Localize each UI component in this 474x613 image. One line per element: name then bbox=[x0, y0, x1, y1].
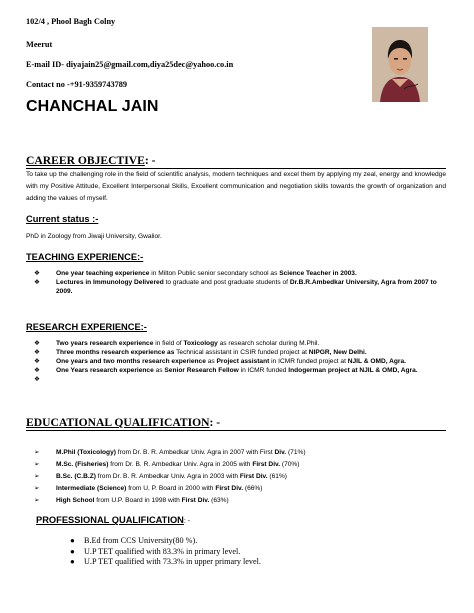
career-objective-title: CAREER OBJECTIVE bbox=[26, 154, 145, 167]
research-experience-list bbox=[28, 339, 446, 384]
list-item: ➢ M.Sc. (Fisheries) from Dr. B. R. Ambedkar Univ. Agra in 2005 with First Div. (70%) bbox=[28, 459, 446, 471]
list-item: ➢ M.Phil (Toxicology) from Dr. B. R. Ambedkar Univ. Agra in 2007 with First Div. (71%) bbox=[28, 447, 446, 459]
professional-title: PROFESSIONAL QUALIFICATION bbox=[36, 515, 184, 525]
list-item: ❖ Three months research experience as Technical assistant in CSIR funded project at NIPGR, New Delhi. bbox=[34, 349, 367, 356]
diamond-arrow-bullet-icon: ❖ bbox=[34, 376, 40, 383]
professional-qualification-list bbox=[28, 536, 446, 568]
professional-title-suffix: : - bbox=[183, 518, 191, 525]
list-item: ❖ Two years research experience in field of Toxicology as research scholar during M.Phil. bbox=[34, 340, 320, 347]
list-item: ❖ One year teaching experience in Milton Public senior secondary school as Science Teacher in 2003. bbox=[34, 270, 357, 277]
list-item: ➢ High School from U.P. Board in 1998 with First Div. (63%) bbox=[28, 495, 446, 507]
current-status-text: PhD in Zoology from Jiwaji University, Gwalior. bbox=[26, 233, 162, 240]
list-item: ● U.P TET qualified with 73.3% in upper primary level. bbox=[70, 557, 261, 566]
list-item: ➢ Intermediate (Science) from U. P. Board in 2000 with First Div. (66%) bbox=[28, 483, 446, 495]
diamond-arrow-bullet-icon: ❖ bbox=[34, 367, 40, 374]
diamond-arrow-bullet-icon: ❖ bbox=[34, 340, 40, 347]
profile-photo bbox=[372, 27, 428, 102]
email-line: E-mail ID- diyajain25@gmail.com,diya25dec@yahoo.co.in bbox=[26, 60, 234, 69]
teaching-experience-list bbox=[28, 269, 446, 296]
section-divider bbox=[26, 430, 446, 431]
list-item: ❖ One Years research experience as Senior Research Fellow in ICMR funded Indogerman project at NJIL & OMD, Agra. bbox=[34, 367, 418, 374]
portrait-image bbox=[372, 27, 428, 102]
contact-line: Contact no -+91-9359743789 bbox=[26, 80, 128, 89]
education-title-suffix: : - bbox=[209, 416, 221, 429]
round-bullet-icon: ● bbox=[70, 546, 75, 556]
educational-qualification-heading bbox=[26, 416, 220, 429]
education-list bbox=[28, 447, 446, 507]
round-bullet-icon: ● bbox=[70, 536, 75, 545]
triangle-bullet-icon: ➢ bbox=[34, 497, 40, 504]
list-item: ❖ One years and two months research experience as Project assistant in ICMR funded project at NJIL & OMD, Agra. bbox=[34, 358, 407, 365]
address-line-2: Meerut bbox=[26, 40, 53, 49]
career-objective-heading bbox=[26, 154, 155, 167]
list-item: ➢ B.Sc. (C.B.Z) from Dr. B. R. Ambedkar Univ. Agra in 2003 with First Div. (61%) bbox=[28, 471, 446, 483]
list-item: ● B.Ed from CCS University(80 %). bbox=[70, 536, 198, 545]
current-status-heading: Current status :- bbox=[26, 214, 99, 224]
list-item bbox=[28, 375, 446, 384]
triangle-bullet-icon: ➢ bbox=[34, 449, 40, 456]
triangle-bullet-icon: ➢ bbox=[34, 461, 40, 468]
candidate-name: CHANCHAL JAIN bbox=[26, 98, 159, 115]
education-title: EDUCATIONAL QUALIFICATION bbox=[26, 416, 210, 429]
triangle-bullet-icon: ➢ bbox=[34, 473, 40, 480]
teaching-experience-heading: TEACHING EXPERIENCE:- bbox=[26, 252, 144, 262]
career-objective-title-suffix: : - bbox=[144, 154, 156, 167]
diamond-arrow-bullet-icon: ❖ bbox=[34, 279, 40, 286]
research-experience-heading: RESEARCH EXPERIENCE:- bbox=[26, 322, 147, 332]
address-line-1: 102/4 , Phool Bagh Colny bbox=[26, 17, 116, 26]
triangle-bullet-icon: ➢ bbox=[34, 485, 40, 492]
diamond-arrow-bullet-icon: ❖ bbox=[34, 358, 40, 365]
list-item: ❖ Lectures in Immunology Delivered to graduate and post graduate students of Dr.B.R.Ambedkar University, Agra from 2007 to 2009. bbox=[34, 279, 437, 295]
diamond-arrow-bullet-icon: ❖ bbox=[34, 349, 40, 356]
career-objective-text: To take up the challenging role in the field of scientific analysis, modern techniques and excel them by applying my zeal, energy and knowledge with my Positive Attitude, Excellent Interpersonal Skills, Excellent communication and negotiation skills towards the growth of organization and adding the values of myself. bbox=[26, 171, 446, 202]
round-bullet-icon: ● bbox=[70, 557, 75, 566]
diamond-arrow-bullet-icon: ❖ bbox=[34, 270, 40, 277]
professional-qualification-heading bbox=[36, 515, 190, 525]
list-item: ● U.P TET qualified with 83.3% in primary level. bbox=[70, 546, 241, 556]
